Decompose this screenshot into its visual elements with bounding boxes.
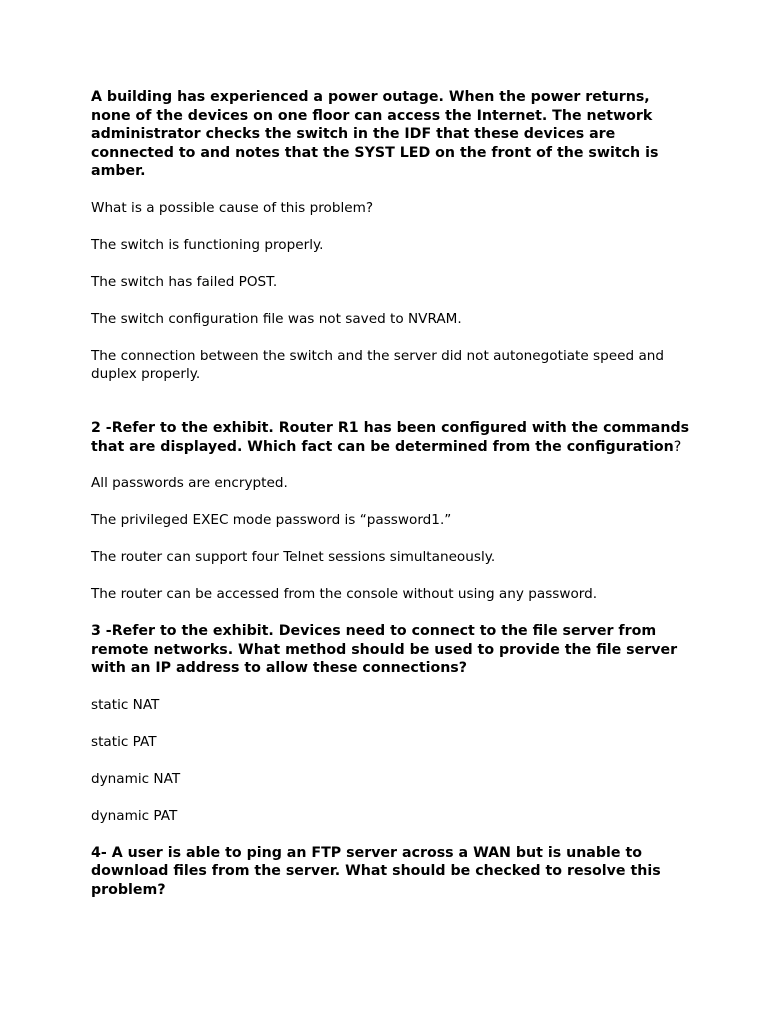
question-3-option-3: dynamic NAT [91,770,181,787]
section-gap [91,402,691,419]
question-3-option-4: dynamic PAT [91,807,178,824]
question-1-sub-prompt: What is a possible cause of this problem? [91,199,374,216]
question-1-prompt: A building has experienced a power outage. When the power returns, none of the devices on one floor can access the Internet. The network administrator checks the switch in the IDF that these devices are connected to and notes that the SYST LED on the front of the switch is amber. [91,89,659,179]
question-1-option-2: The switch has failed POST. [91,273,278,290]
question-2-prompt: 2 -Refer to the exhibit. Router R1 has been configured with the commands that are displayed. Which fact can be determined from the configuration? [91,420,690,455]
question-1-option-1: The switch is functioning properly. [91,236,324,253]
question-2-option-2: The privileged EXEC mode password is “password1.” [91,512,452,528]
question-3-prompt: 3 -Refer to the exhibit. Devices need to connect to the file server from remote networks. What method should be used to provide the file server with an IP address to allow these connections? [91,623,678,676]
question-3-option-1: static NAT [91,696,160,713]
question-2-option-4: The router can be accessed from the console without using any password. [91,586,598,602]
question-2-prompt-tail: ? [673,438,682,455]
question-2-option-3: The router can support four Telnet sessions simultaneously. [91,549,496,565]
question-4-prompt: 4- A user is able to ping an FTP server across a WAN but is unable to download files from the server. What should be checked to resolve this problem? [91,844,661,898]
question-2-option-1: All passwords are encrypted. [91,475,288,491]
question-1-option-4: The connection between the switch and the server did not autonegotiate speed and duplex properly. [91,347,665,382]
question-1-option-3: The switch configuration file was not saved to NVRAM. [91,310,462,327]
document-page [91,88,691,917]
question-3-option-2: static PAT [91,733,157,750]
